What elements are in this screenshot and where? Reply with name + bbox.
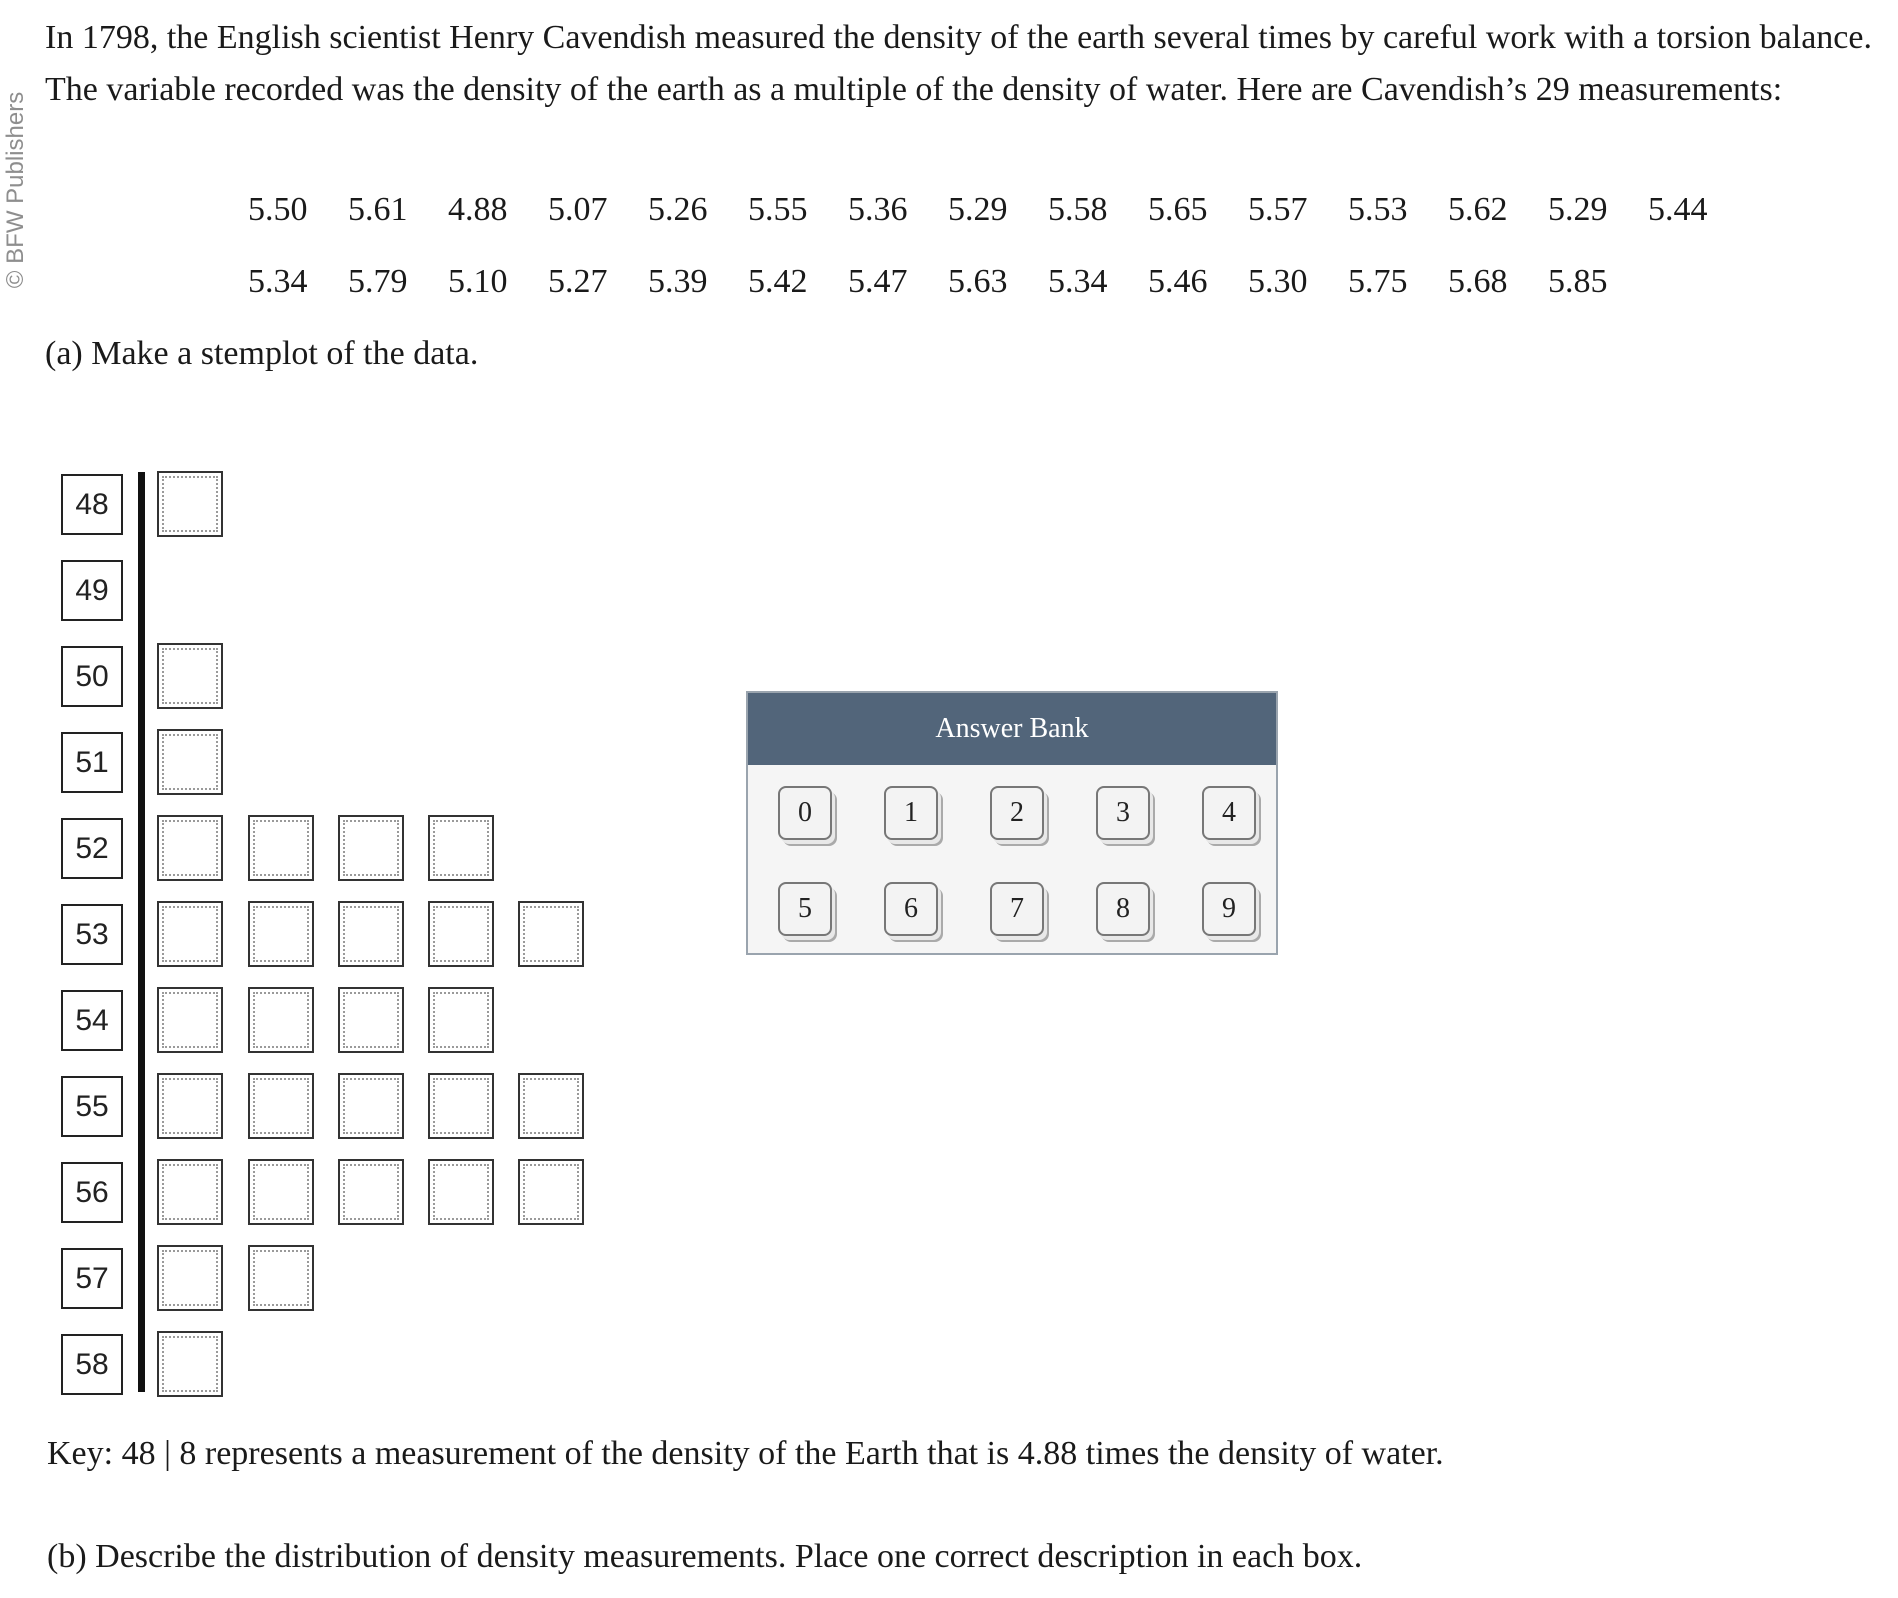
measurement-value: 5.53 [1348,191,1408,228]
answer-tile-6[interactable]: 6 [884,882,938,936]
answer-tile-3[interactable]: 3 [1096,786,1150,840]
part-b-prompt: (b) Describe the distribution of density measurements. Place one correct description in each box. [47,1538,1363,1575]
leaf-drop-target-58-1[interactable] [157,1331,223,1397]
measurement-value: 5.27 [548,263,608,300]
answer-tile-7[interactable]: 7 [990,882,1044,936]
leaf-drop-target-56-1[interactable] [157,1159,223,1225]
measurement-value: 5.55 [748,191,808,228]
leaf-drop-target-54-3[interactable] [338,987,404,1053]
measurements-row-1 [248,190,1748,230]
measurement-value: 5.07 [548,191,608,228]
stem-52: 52 [61,818,123,879]
measurement-value: 5.39 [648,263,708,300]
leaf-drop-target-53-5[interactable] [518,901,584,967]
leaf-drop-target-55-3[interactable] [338,1073,404,1139]
stem-58: 58 [61,1334,123,1395]
measurement-value: 5.30 [1248,263,1308,300]
measurement-value: 5.29 [948,191,1008,228]
answer-tile-2[interactable]: 2 [990,786,1044,840]
measurement-value: 5.36 [848,191,908,228]
answer-tile-1[interactable]: 1 [884,786,938,840]
leaf-drop-target-53-4[interactable] [428,901,494,967]
publisher-watermark [2,70,30,310]
leaf-drop-target-54-1[interactable] [157,987,223,1053]
answer-tile-0[interactable]: 0 [778,786,832,840]
watermark-text: © BFW Publishers [2,91,29,289]
answer-tile-4[interactable]: 4 [1202,786,1256,840]
measurement-value: 5.50 [248,191,308,228]
problem-intro: In 1798, the English scientist Henry Cavendish measured the density of the earth several times by careful work with a torsion balance. The variable recorded was the density of the earth as a multiple of the density of water. Here are Cavendish’s 29 measurements: [45,19,1872,108]
measurement-value: 5.47 [848,263,908,300]
measurement-value: 5.75 [1348,263,1408,300]
stem-50: 50 [61,646,123,707]
measurement-value: 5.57 [1248,191,1308,228]
measurement-value: 5.61 [348,191,408,228]
stem-56: 56 [61,1162,123,1223]
measurement-value: 5.58 [1048,191,1108,228]
measurement-value: 5.29 [1548,191,1608,228]
leaf-drop-target-51-1[interactable] [157,729,223,795]
stem-48: 48 [61,474,123,535]
leaf-drop-target-52-3[interactable] [338,815,404,881]
leaf-drop-target-52-4[interactable] [428,815,494,881]
answer-tile-8[interactable]: 8 [1096,882,1150,936]
leaf-drop-target-56-4[interactable] [428,1159,494,1225]
leaf-drop-target-57-2[interactable] [248,1245,314,1311]
leaf-drop-target-57-1[interactable] [157,1245,223,1311]
answer-tile-9[interactable]: 9 [1202,882,1256,936]
measurement-value: 5.34 [248,263,308,300]
answer-bank-header [748,693,1276,765]
measurement-value: 5.10 [448,263,508,300]
leaf-drop-target-54-2[interactable] [248,987,314,1053]
stemplot-key: Key: 48 | 8 represents a measurement of the density of the Earth that is 4.88 times the density of water. [47,1435,1444,1472]
leaf-drop-target-54-4[interactable] [428,987,494,1053]
measurement-value: 5.65 [1148,191,1208,228]
measurement-value: 5.79 [348,263,408,300]
measurements-row-2 [248,262,1648,302]
leaf-drop-target-53-3[interactable] [338,901,404,967]
answer-bank-title: Answer Bank [935,713,1089,744]
leaf-drop-target-55-1[interactable] [157,1073,223,1139]
answer-tile-5[interactable]: 5 [778,882,832,936]
stem-54: 54 [61,990,123,1051]
measurement-value: 5.42 [748,263,808,300]
leaf-drop-target-56-3[interactable] [338,1159,404,1225]
measurement-value: 5.63 [948,263,1008,300]
measurement-value: 4.88 [448,191,508,228]
leaf-drop-target-55-5[interactable] [518,1073,584,1139]
stem-49: 49 [61,560,123,621]
stem-53: 53 [61,904,123,965]
leaf-drop-target-56-5[interactable] [518,1159,584,1225]
stem-51: 51 [61,732,123,793]
measurement-value: 5.44 [1648,191,1708,228]
leaf-drop-target-55-2[interactable] [248,1073,314,1139]
leaf-drop-target-48-1[interactable] [157,471,223,537]
stem-57: 57 [61,1248,123,1309]
leaf-drop-target-53-2[interactable] [248,901,314,967]
measurement-value: 5.34 [1048,263,1108,300]
leaf-drop-target-52-1[interactable] [157,815,223,881]
part-a-prompt: (a) Make a stemplot of the data. [45,335,479,372]
measurement-value: 5.46 [1148,263,1208,300]
leaf-drop-target-52-2[interactable] [248,815,314,881]
answer-bank [746,691,1278,955]
stem-divider-line [138,472,145,1392]
measurement-value: 5.62 [1448,191,1508,228]
measurement-value: 5.85 [1548,263,1608,300]
stem-55: 55 [61,1076,123,1137]
measurement-value: 5.26 [648,191,708,228]
measurement-value: 5.68 [1448,263,1508,300]
leaf-drop-target-53-1[interactable] [157,901,223,967]
leaf-drop-target-56-2[interactable] [248,1159,314,1225]
leaf-drop-target-50-1[interactable] [157,643,223,709]
leaf-drop-target-55-4[interactable] [428,1073,494,1139]
